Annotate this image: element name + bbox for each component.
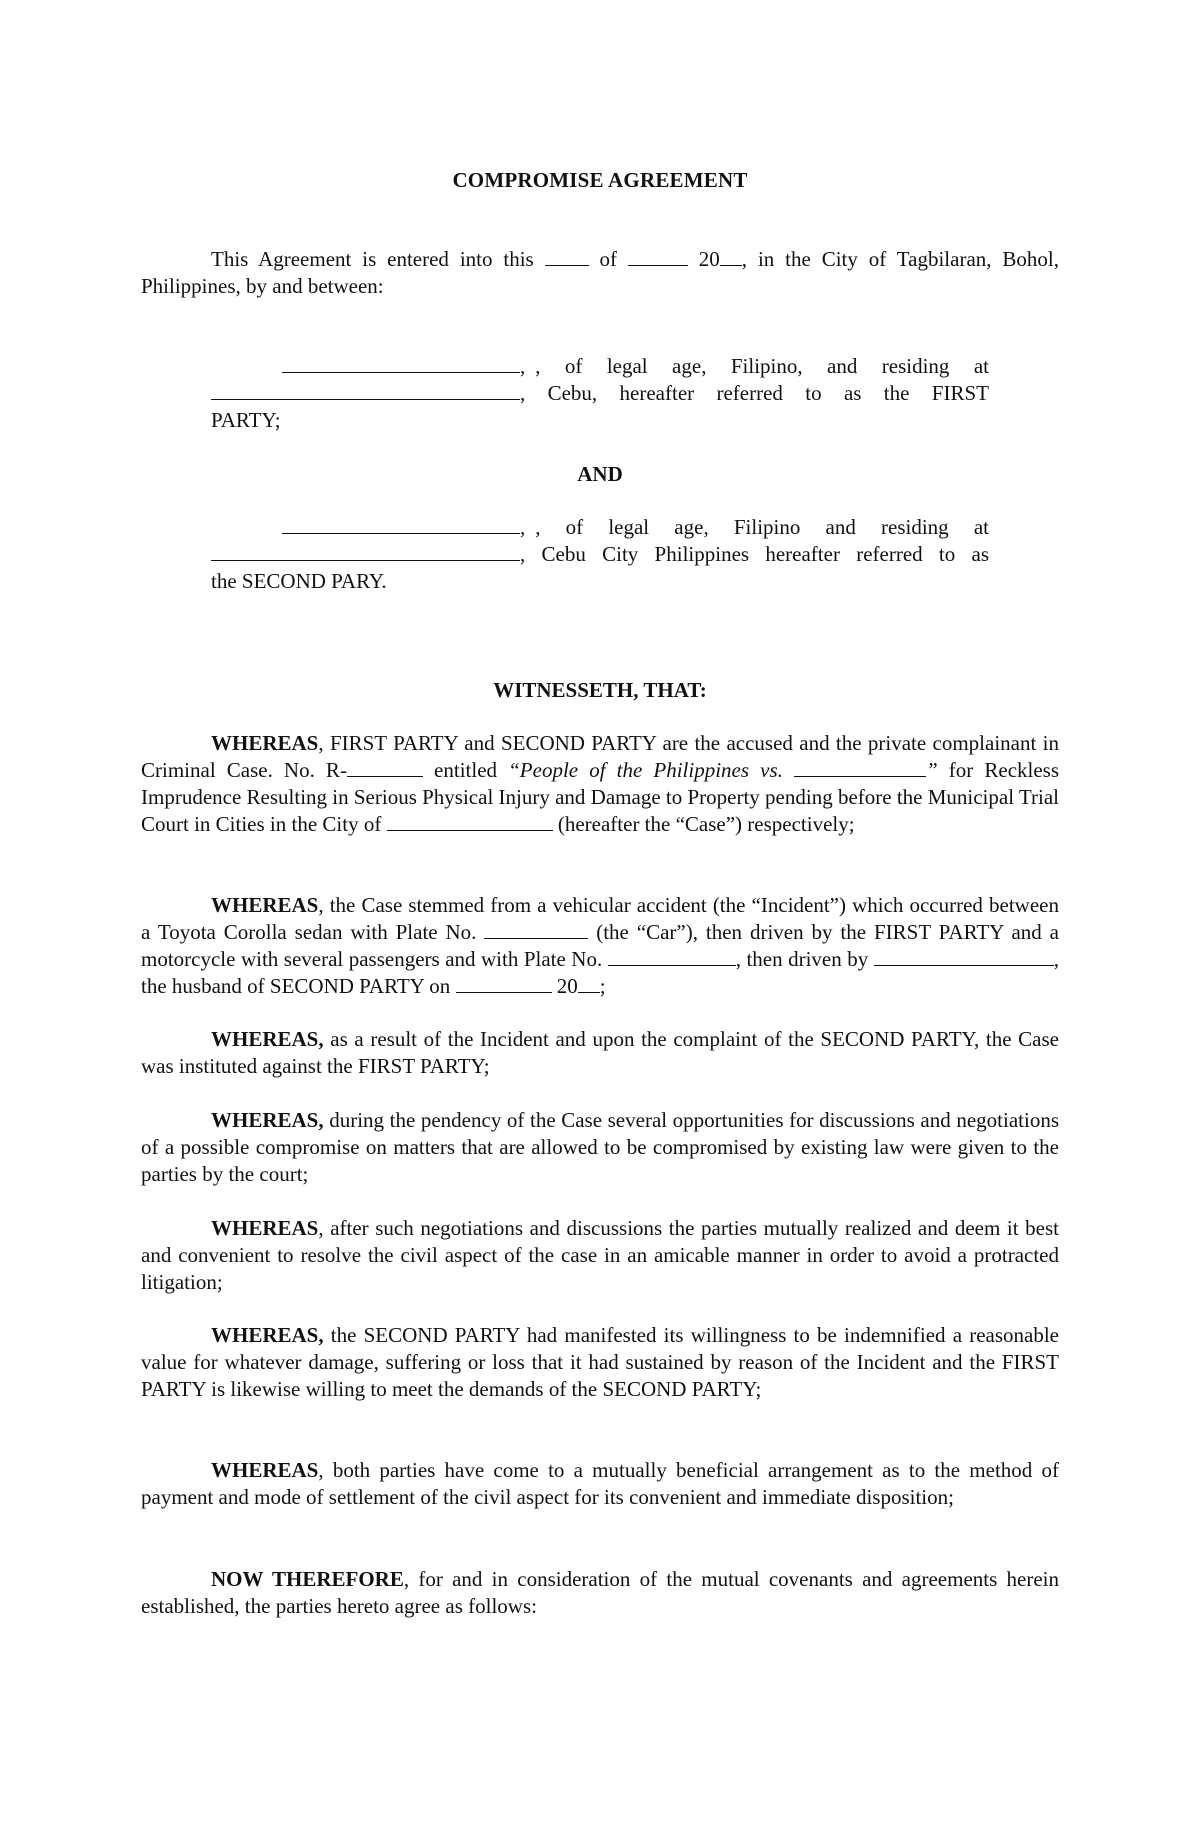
first-party-line1: , , of legal age, Filipino, and residing at [520,354,989,378]
second-party-address-blank[interactable] [211,541,520,561]
whereas-2-text-3: , then driven by [735,947,874,971]
second-party-line3: the SECOND PARY. [211,569,387,593]
intro-text: This Agreement is entered into this [211,247,534,271]
whereas-1-text-3: for Reckless Imprudence Resulting in Serious Physical Injury and Damage to Property pending before the Municipal Trial Court in Cities in the City of [141,758,1060,836]
case-number-blank[interactable] [347,757,423,777]
whereas-7-text: , both parties have come to a mutually beneficial arrangement as to the method of payment and mode of settlement of the civil aspect for its convenient and immediate disposition; [141,1458,1059,1509]
whereas-2-text-4: , the husband of SECOND PARTY on [141,947,1059,998]
second-party-line2: , Cebu City Philippines hereafter referred to as [520,542,989,566]
first-party-address-blank[interactable] [211,380,520,400]
city-blank[interactable] [387,811,553,831]
and-heading: AND [577,462,623,486]
whereas-2-lead: WHEREAS [211,893,319,917]
first-party-block [211,353,989,434]
whereas-4 [141,1107,1059,1188]
driver-blank[interactable] [874,946,1054,966]
defendant-blank[interactable] [794,757,926,777]
intro-year: 20 [698,247,720,271]
witnesseth-heading: WITNESSETH, THAT: [493,678,707,702]
whereas-3 [141,1026,1059,1080]
date-blank[interactable] [456,973,552,993]
motorcycle-plate-blank[interactable] [608,946,736,966]
first-party-line3: PARTY; [211,408,281,432]
whereas-2-year: 20 [551,974,578,998]
whereas-2 [141,892,1059,1000]
now-therefore-text: , for and in consideration of the mutual covenants and agreements herein established, the parties hereto agree as follows: [141,1567,1059,1618]
whereas-2-text-2: (the “Car”), then driven by the FIRST PARTY and a motorcycle with several passengers and with Plate No. [141,920,1059,971]
whereas-1-lead: WHEREAS [211,731,319,755]
whereas-1-text: , FIRST PARTY and SECOND PARTY are the accused and the private complainant in Criminal Case. No. R- [141,731,1059,782]
now-therefore [141,1566,1059,1620]
case-title: “People of the Philippines vs. [508,758,783,782]
intro-paragraph [141,246,1059,300]
second-party-block [211,514,989,595]
case-title-end: ” [926,758,938,782]
first-party-name-blank[interactable] [282,353,520,373]
first-party-line2: , Cebu, hereafter referred to as the FIRST [520,381,989,405]
whereas-3-lead: WHEREAS, [211,1027,324,1051]
month-blank[interactable] [628,246,688,266]
now-therefore-lead: NOW THEREFORE [211,1567,404,1591]
day-blank[interactable] [545,246,589,266]
whereas-1-text-4: (hereafter the “Case”) respectively; [552,812,855,836]
whereas-3-text: as a result of the Incident and upon the complaint of the SECOND PARTY, the Case was instituted against the FIRST PARTY; [141,1027,1059,1078]
year-blank[interactable] [720,246,742,266]
whereas-5-text: , after such negotiations and discussions the parties mutually realized and deem it best and convenient to resolve the civil aspect of the case in an amicable manner in order to avoid a protracted litigation; [141,1216,1059,1294]
whereas-1 [141,730,1059,838]
whereas-4-text: during the pendency of the Case several opportunities for discussions and negotiations of a possible compromise on matters that are allowed to be compromised by existing law were given to the parties by the court; [141,1108,1059,1186]
whereas-6 [141,1322,1059,1403]
car-plate-blank[interactable] [484,919,588,939]
whereas-6-lead: WHEREAS, [211,1323,324,1347]
whereas-7-lead: WHEREAS [211,1458,319,1482]
whereas-2-text: , the Case stemmed from a vehicular accident (the “Incident”) which occurred between a Toyota Corolla sedan with Plate No. [141,893,1059,944]
document-title: COMPROMISE AGREEMENT [452,168,748,192]
whereas-2-end: ; [599,974,606,998]
whereas-5-lead: WHEREAS [211,1216,319,1240]
whereas-1-text-2: entitled [422,758,509,782]
whereas-4-lead: WHEREAS, [211,1108,324,1132]
date-year-blank[interactable] [578,973,600,993]
second-party-line1: , , of legal age, Filipino and residing at [520,515,989,539]
whereas-7 [141,1457,1059,1511]
whereas-5 [141,1215,1059,1296]
intro-of: of [599,247,618,271]
whereas-6-text: the SECOND PARTY had manifested its willingness to be indemnified a reasonable value for whatever damage, suffering or loss that it had sustained by reason of the Incident and the FIRST PARTY is likewise willing to meet the demands of the SECOND PARTY; [141,1323,1059,1401]
second-party-name-blank[interactable] [282,514,520,534]
intro-text-2: , in the City of Tagbilaran, Bohol, Philippines, by and between: [141,247,1059,298]
